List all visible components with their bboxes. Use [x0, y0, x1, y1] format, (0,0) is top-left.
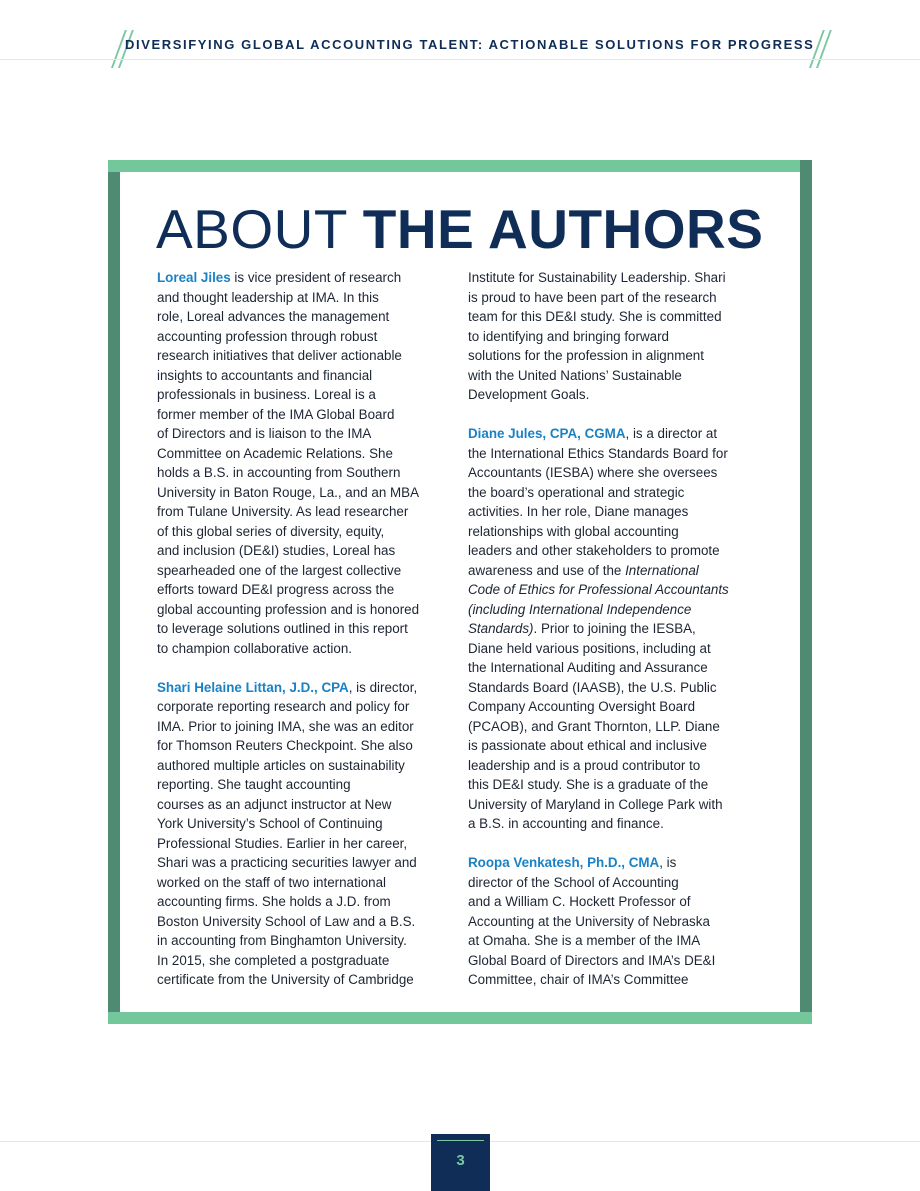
header-slash-right-icon [795, 30, 825, 66]
author-bio-shari: Shari Helaine Littan, J.D., CPA, is director, corporate reporting research and policy for IMA. Prior to joining IMA, she was an editor for Thomson Reuters Checkpoint. She also authored multiple articles on sustainability reporting. She taught accounting courses as an adjunct instructor at New York University’s School of Continuing Professional Studies. Earlier in her career, Shari was a practicing securities lawyer and worked on the staff of two international accounting firms. She holds a J.D. from Boston University School of Law and a B.S. in accounting from Binghamton University. In 2015, she completed a postgraduate certificate from the University of Cambridge [157, 679, 418, 987]
frame-left-border [108, 172, 120, 1024]
author-name-diane: Diane Jules, CPA, CGMA [468, 426, 626, 441]
author-bio-shari-continued: Institute for Sustainability Leadership. Shari is proud to have been part of the research team for this DE&I study. She is committed to identifying and bringing forward solutions for the profession in alignment with the United Nations’ Sustainable Development Goals. [468, 270, 726, 402]
author-bio-roopa: Roopa Venkatesh, Ph.D., CMA, is director of the School of Accounting and a William C. Hockett Professor of Accounting at the University of Nebraska at Omaha. She is a member of the IMA Global Board of Directors and IMA’s DE&I Committee, chair of IMA’s Committee [468, 855, 716, 987]
page-number: 3 [456, 1152, 465, 1169]
frame-right-border [800, 160, 812, 1012]
author-bio-diane: Diane Jules, CPA, CGMA, is a director at the International Ethics Standards Board for Accountants (IESBA) where she oversees the board’s operational and strategic activities. In her role, Diane manages relationships with global accounting leaders and other stakeholders to promote awareness and use of the International Code of Ethics for Professional Accountants (including International Independence Standards). Prior to joining the IESBA, Diane held various positions, including at the International Auditing and Assurance Standards Board (IAASB), the U.S. Public Company Accounting Oversight Board (PCAOB), and Grant Thornton, LLP. Diane is passionate about ethical and inclusive leadership and is a proud contributor to this DE&I study. She is a graduate of the University of Maryland in College Park with a B.S. in accounting and finance. [468, 426, 729, 831]
header-divider [0, 59, 920, 60]
frame-bottom-border [108, 1012, 812, 1024]
page-number-accent [437, 1140, 484, 1141]
author-name-loreal: Loreal Jiles [157, 270, 231, 285]
page-title [156, 196, 763, 262]
header-title: DIVERSIFYING GLOBAL ACCOUNTING TALENT: ACTIONABLE SOLUTIONS FOR PROGRESS [125, 37, 815, 52]
title-bold: THE AUTHORS [362, 198, 764, 260]
author-bio-loreal: Loreal Jiles is vice president of research and thought leadership at IMA. In this role, Loreal advances the management accounting profession through robust research initiatives that deliver actionable insights to accountants and financial professionals in business. Loreal is a former member of the IMA Global Board of Directors and is liaison to the IMA Committee on Academic Relations. She holds a B.S. in accounting from Southern University in Baton Rouge, La., and an MBA from Tulane University. As lead researcher of this global series of diversity, equity, and inclusion (DE&I) studies, Loreal has spearheaded one of the largest collective efforts toward DE&I progress across the global accounting profession and is honored to leverage solutions outlined in this report to champion collaborative action. [157, 270, 420, 656]
author-name-shari: Shari Helaine Littan, J.D., CPA [157, 679, 349, 695]
page-number-box [431, 1134, 490, 1191]
frame-top-border [108, 160, 812, 172]
left-column [157, 268, 449, 1009]
title-light: ABOUT [156, 198, 347, 260]
author-name-roopa: Roopa Venkatesh, Ph.D., CMA [468, 855, 660, 870]
right-column [468, 268, 760, 1009]
header-slash-left-icon [97, 30, 127, 66]
